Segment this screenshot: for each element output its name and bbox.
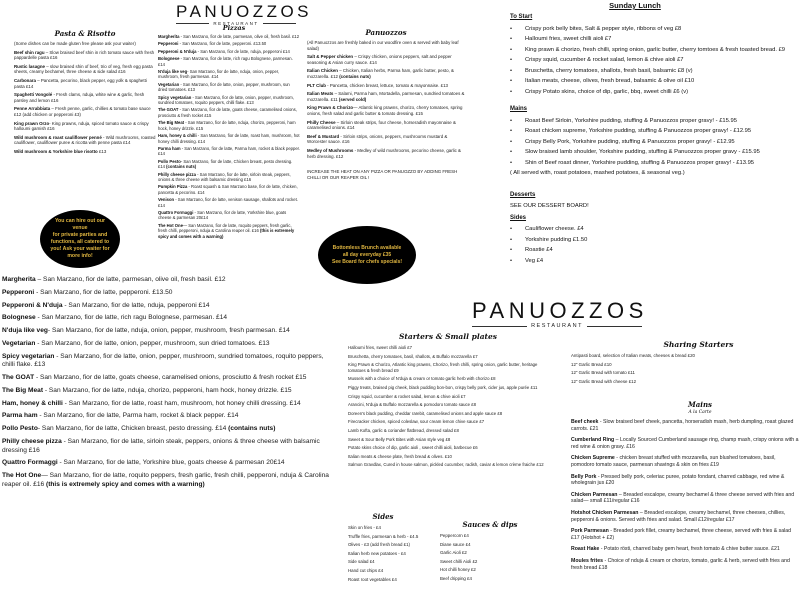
list-item: • Roast Beef Sirloin, Yorkshire pudding, stuffing & Panuozzos proper gravy! - £15.95: [510, 118, 800, 126]
item-name: The Hot One: [2, 472, 42, 480]
item-note: (this is extremely spicy and comes with a warning): [158, 228, 295, 239]
item-description: - Potato rösti, charred baby gem heart, fresh tomato & chive butter sauce. £21: [599, 546, 780, 553]
item-description: — San Marzano, fior de latte, roquito peppers, fresh garlic, fresh chilli, pepperoni, nduja & Carolina reaper oil. £16: [2, 472, 329, 488]
menu-item: Salmon Gravdlax, Cured in house salmon, pickled cucumber, radish, caviar & lemon crème fraiche £12: [348, 462, 544, 468]
pizzas2-list: [2, 276, 332, 489]
pizzas-page-2: [2, 276, 332, 494]
menu-item: [307, 54, 465, 65]
oval-line: Bottomless Brunch available: [332, 244, 402, 251]
item-description: £13: [97, 148, 107, 154]
item-name: Ham, honey & chilli: [158, 133, 197, 139]
pasta-section: [14, 29, 156, 158]
oval-line: See Board for chefs specials!: [331, 258, 403, 265]
menu-item: Beef dripping £4: [440, 575, 472, 581]
item-description: - San Marzano, fior de latte, roast ham, mushroom, hot honey chilli dressing. £14: [62, 399, 301, 407]
item-name: Pepperoni: [158, 41, 179, 47]
pizzas-list: [158, 34, 300, 239]
sunday-sides-list: [510, 226, 800, 265]
item-description: - San Marzano, fior de latte, goats cheese, caramelised onions, prosciutto & fresh rocket £15: [158, 107, 297, 118]
sunday-lunch-section: [510, 1, 800, 268]
to-start-list: [510, 26, 800, 97]
menu-item: [2, 327, 332, 336]
menu-item: [158, 49, 300, 54]
menu-item: [571, 546, 799, 553]
item-name: Margherita: [2, 276, 36, 283]
mains-list: [571, 419, 799, 571]
menu-item: [571, 528, 799, 541]
sharing-list: [571, 353, 796, 384]
item-description: – Breaded escalope, creamy bechamel, three cheeses, chillies, pepperoni & onions. Served with fries and salad. Small £12/regular £17: [571, 509, 786, 523]
sharing-title: Sharing Starters: [663, 340, 734, 349]
logo-name: PANUOZZOS: [472, 298, 648, 323]
menu-item: Sweet & Sour Belly Pork Bites with Asian style veg £8: [348, 436, 451, 442]
menu-item: Doreen's black pudding, cheddar rarebit, caramelised onions and apple sauce £8: [348, 410, 503, 416]
item-name: Wild mushroom & Yorkshire blue risotto: [14, 148, 98, 154]
item-description: - San Marzano, fior de latte, nduja, pepperoni £14: [196, 48, 290, 54]
item-name: Chicken Parmesan: [571, 491, 618, 498]
item-name: Ham, honey & chilli: [2, 399, 63, 407]
list-item: • Veg £4: [510, 258, 800, 266]
item-description: – Crispy chicken, onions peppers, salt and pepper seasoning & Asian curry sauce. £14: [307, 54, 452, 65]
item-name: Pepperoni & N'duja: [2, 301, 63, 309]
mains-title: Mains: [688, 400, 712, 409]
item-description: - San Marzano, fior de latte, onion, pepper, mushroom, sundried tomatoes, roquito peppers, chilli flake. £13: [2, 352, 324, 369]
menu-item: Halloumi fries, sweet chilli aioli £7: [348, 345, 413, 350]
item-description: - King prawns, nduja, spiced tomato sauce & crispy halloumi garnish £16: [14, 120, 149, 132]
item-note: (contains nuts): [228, 425, 276, 433]
item-description: - San Marzano, fior de latte, nduja, chorizo, pepperoni, ham hock, honey drizzle. £15: [43, 386, 292, 394]
mains-subtitle: A la Carte: [688, 410, 712, 415]
item-name: Vegetarian: [2, 339, 36, 347]
menu-item: [2, 412, 332, 421]
mains-section: [571, 400, 799, 576]
item-description: — Atlantic king prawns, chorizo, cherry tomatoes, spring onions, fresh salad and garlic butter & tomato dressing. £15: [307, 105, 463, 116]
list-item: • King prawn & chorizo, fresh chilli, spring onion, garlic butter, cherry tomtoes & fresh toasted bread. £9: [510, 47, 800, 55]
pasta-title: Pasta & Risotto: [54, 29, 116, 38]
menu-item: Skin on fries - £4: [348, 525, 381, 530]
panuozzos-note: (All Panuozzos are freshly baked in our woodfire oven & served with baby leaf salad): [307, 40, 459, 51]
pasta-list: [14, 50, 156, 155]
item-name: Pepperoni & N'duja: [158, 48, 197, 54]
menu-item: [2, 374, 332, 383]
panuozzos-title: Panuozzos: [365, 28, 407, 37]
menu-item: [158, 184, 300, 195]
item-name: The GOAT: [2, 374, 35, 382]
logo-bottom: [472, 298, 648, 329]
item-description: - chicken breast stuffed with mozzarella, sun blushed tomatoes, basil, pomodoro tomato sauce, parmesan shavings & skin on fries £19: [571, 455, 776, 468]
logo-top: [176, 2, 313, 26]
item-description: - San Marzano, fior de latte, pepperoni. £13.50: [178, 41, 267, 47]
menu-item: [2, 472, 332, 489]
item-description: - San Marzano, fior de latte, pepperoni. £13.50: [34, 288, 173, 296]
item-name: Pork Parmesan: [571, 528, 609, 535]
menu-item: [14, 121, 156, 132]
logo-sub: [472, 323, 642, 329]
item-description: - San Marzano, fior de latte, sirloin steak, peppers, onions & three cheese with balsamic dressing £16: [2, 437, 320, 454]
menu-item: Diane sauce £4: [440, 541, 471, 547]
item-name: The GOAT: [158, 107, 179, 113]
sunday-mains-note: ( All served with, roast potatoes, mashed potatoes, & seasonal veg.): [510, 170, 685, 176]
item-description: - San Marzano, fior de latte, sirloin steak, peppers, onions & three cheese with balsamic dressing £16: [158, 171, 291, 182]
sauces-section: [440, 520, 540, 585]
item-name: Hotshot Chicken Parmesan: [571, 509, 639, 516]
oval-line: functions, all catered to: [50, 239, 110, 245]
item-description: - San Marzano, fior de latte, nduja, onion, pepper, mushroom, fresh parmesan. £14: [158, 69, 280, 80]
list-item: • Slow braised lamb shoulder, Yorkshire pudding, stuffing & Panuozzos proper gravy - £15.95: [510, 149, 800, 157]
item-description: – Fresh penne, garlic, chillies & tomato base sauce £12 (add chicken or pepperoni £3): [14, 106, 151, 117]
starters-title: Starters & Small plates: [398, 332, 498, 341]
menu-item: [307, 91, 465, 102]
item-note: (served cold): [338, 96, 367, 102]
item-description: - San Marzano, fior de latte, onion, pepper, mushroom, sun dried tomatoes. £13: [35, 339, 270, 347]
item-description: - Choice of nduja & cream or chorizo, tomato, garlic & herb, served with fries and fresh bread £18: [571, 557, 790, 571]
item-name: N'duja like veg: [158, 69, 188, 75]
menu-item: [2, 340, 332, 349]
item-name: Italian Chicken: [307, 68, 338, 74]
item-name: Pumpkin Pizza: [158, 184, 188, 190]
item-name: Moules frites: [571, 557, 603, 564]
item-name: Pollo Pesto: [2, 425, 38, 433]
oval-line: more info!: [67, 253, 93, 259]
menu-item: [2, 400, 332, 409]
item-description: - San Marzano, fior de latte, Yorkshire blue, goats cheese & parmesan 20£14: [158, 209, 287, 221]
item-description: - San Marzano, fior de latte, onion, pepper, mushroom, sun dried tomatoes. £13: [158, 81, 290, 93]
menu-item: [571, 492, 799, 505]
sunday-mains-list: [510, 118, 800, 168]
item-name: Medley of Mushrooms: [307, 147, 354, 153]
list-item: • Cauliflower cheese. £4: [510, 226, 800, 234]
item-description: - San Marzano, fior de latte, Parma ham, rocket & black pepper. £14: [37, 412, 239, 420]
pizzas-title: Pizzas: [222, 24, 246, 32]
menu-item: Hand cut chips £4: [348, 567, 384, 573]
item-description: – Pancetta, pecorino, black pepper, egg yolk & spaghetti pasta £14: [14, 77, 147, 89]
menu-item: [571, 474, 799, 487]
item-description: - San Marzano, fior de latte, Parma ham, rocket & black pepper. £14: [158, 145, 300, 157]
menu-item: Italian meats & cheese plate, fresh bread & olives. £10: [348, 453, 452, 459]
oval-line: You can hire out our venue: [54, 218, 106, 231]
menu-item: Sweet chilli Aioli £2: [440, 558, 478, 564]
item-name: The Hot One: [158, 222, 183, 228]
item-description: - San Marzano, fior de latte, venison sausage, shallots and rocket. £14: [158, 197, 298, 208]
item-name: Bolognese: [2, 314, 36, 322]
menu-item: [158, 69, 300, 80]
menu-item: Bruschetta, cherry tomatoes, basil, shallots, & Buffalo mozzarella £7: [348, 353, 478, 359]
item-name: Belly Pork: [571, 473, 597, 480]
item-name: N'duja like veg: [2, 327, 48, 335]
menu-item: [307, 68, 465, 79]
menu-item: 12" Garlic Bread with tomato £11: [571, 370, 635, 376]
item-name: Beef shin ragu: [14, 49, 45, 55]
item-description: - Fresh clams, nduja, white wine & garlic, fresh parsley and lemon £16: [14, 92, 145, 103]
item-name: The Big Meat: [158, 120, 185, 126]
menu-item: Piggy treats, braised pig cheek, black pudding bon-bon, crispy belly pork, cider jus, apple purée £11: [348, 384, 538, 390]
sharing-section: [571, 340, 796, 387]
item-description: – Locally Sourced Cumberland sausage ring, champ mash, crispy onions with a red wine & onion gravy. £16: [571, 437, 799, 450]
menu-item: Potato skins choice of dip, garlic aioli , sweet chilli aioli, barbecue £6: [348, 445, 478, 451]
item-description: - San Marzano, fior de latte, rich ragu Bolognese, parmesan. £14: [158, 56, 293, 67]
logo-name: PANUOZZOS: [176, 2, 313, 21]
item-name: Pepperoni: [2, 288, 35, 296]
hire-venue-oval: [40, 210, 120, 268]
sides-section: [348, 512, 438, 585]
item-description: – Salami, Parma ham, Mortadella, parmesan, sundried tomatoes & mozzarella. £11: [307, 91, 465, 102]
menu-item: [14, 135, 156, 146]
list-item: • Shin of Beef roast dinner, Yorkshire pudding, stuffing & Panuozzos proper gravy! - £13.95: [510, 160, 800, 168]
menu-item: Truffle fries, parmesan & herb - £4.5: [348, 533, 419, 539]
item-note: (contains nuts): [166, 164, 197, 170]
menu-item: [571, 455, 799, 468]
item-description: - Sirloin strips, onions, peppers, mushrooms mustard & Worcester sauce. £16: [307, 133, 448, 145]
item-name: Philly cheese pizza: [158, 171, 196, 177]
list-item: • Yorkshire pudding £1.50: [510, 237, 800, 245]
to-start-heading: To Start: [510, 14, 533, 20]
list-item: • Halloumi fries, sweet chilli aioli £7: [510, 36, 800, 44]
item-description: - San Marzano, fior de latte, Chicken breast, pesto dressing. £14: [158, 158, 293, 170]
menu-item: [158, 159, 300, 170]
desserts-text: SEE OUR DESSERT BOARD!: [510, 203, 589, 209]
logo-sub-text: RESTAURANT: [531, 323, 583, 329]
sides-list: [348, 525, 438, 582]
item-description: – Slow braised beef shin in rich tomato sauce with fresh pappardelle pasta £16: [14, 49, 155, 61]
item-description: - Medley of wild mushrooms, pecorino cheese, garlic & herb dressing. £12: [307, 147, 461, 159]
item-description: – slow braised shin of beef, trio of veg, fresh egg pasta sheets, creamy bechamel, three cheese & side salad £16: [14, 63, 153, 75]
menu-item: Garlic Aioli £2: [440, 550, 467, 556]
menu-item: [571, 510, 799, 523]
item-name: King prawn Orzo: [14, 120, 50, 126]
menu-item: [2, 438, 332, 455]
menu-item: [158, 82, 300, 93]
item-name: Rustic lasagne: [14, 63, 45, 69]
item-description: - San Marzano, fior de latte, goats cheese, caramelised onions, prosciutto & fresh rocket £15: [34, 374, 307, 382]
sunday-sides-heading: Sides: [510, 214, 527, 221]
menu-item: Lamb Kofta, garlic & coriander flatbread, dressed salad £8: [348, 427, 459, 433]
oval-line: you! Ask your waiter for: [50, 246, 110, 252]
menu-item: [2, 387, 332, 396]
menu-item: [158, 56, 300, 67]
item-name: Spicy vegetarian: [158, 94, 192, 100]
menu-item: [158, 210, 300, 221]
item-description: - Breaded pork fillet, creamy bechamel, three cheese, served with fries & salad £17 (Hotshot + £2): [571, 528, 792, 541]
menu-item: [307, 105, 465, 116]
sunday-title: Sunday Lunch: [609, 1, 661, 10]
item-name: Bolognese: [158, 56, 180, 62]
item-name: Spaghetti Vongolé: [14, 92, 53, 98]
menu-item: [14, 78, 156, 89]
item-name: The Big Meat: [2, 386, 44, 394]
pizzas-section: [158, 24, 300, 241]
item-name: Cumberland Ring: [571, 437, 615, 444]
item-name: Salt & Pepper chicken: [307, 54, 354, 60]
sunday-mains-heading: Mains: [510, 106, 528, 112]
list-item: • Crispy squid, cucumber & rocket salad, lemon & chive aioli £7: [510, 57, 800, 65]
item-description: - San Marzano, fior de latte, Yorkshire blue, goats cheese & parmesan 20£14: [57, 459, 285, 467]
menu-item: King Prawn & Chorizo, Atlantic king prawns, Chorizo, fresh chilli, spring onion, garlic butter, heritage tomatoes & fresh bread £9: [348, 362, 538, 373]
starters-list: [348, 345, 548, 468]
item-description: - San Marzano, fior de latte, Chicken breast, pesto dressing. £14: [37, 425, 229, 433]
item-description: - San Marzano, fior de latte, rich ragu Bolognese, parmesan. £14: [35, 314, 228, 322]
pasta-note: (Some dishes can be made gluten free please ask your waiter): [14, 41, 136, 46]
item-name: Quattro Formaggi: [158, 209, 194, 215]
desserts-heading: Desserts: [510, 191, 536, 198]
sides-title: Sides: [372, 512, 394, 521]
item-description: - San Marzano, fior de latte, nduja, chorizo, pepperoni, ham hock, honey drizzle. £15: [158, 120, 296, 131]
menu-item: [571, 558, 799, 571]
item-description: – Breaded escalope, creamy bechamel & three cheese served with fries and salad— small £11/regular £16: [571, 491, 795, 505]
menu-item: [2, 276, 332, 285]
item-description: - San Marzano, fior de latte, onion, pepper, mushroom, sundried tomatoes, roquito peppers, chilli flake. £13: [158, 94, 294, 106]
menu-item: [307, 134, 465, 145]
item-name: Parma ham: [158, 145, 181, 151]
menu-item: Antipasti board, selection of Italian meats, cheeses & bread £20: [571, 353, 695, 358]
menu-item: [158, 95, 300, 106]
item-name: Vegetarian: [158, 81, 180, 87]
item-name: Spicy vegetarian: [2, 352, 55, 360]
menu-item: [158, 34, 300, 39]
brunch-oval: [318, 226, 416, 284]
list-item: • Roast chicken supreme, Yorkshire pudding, stuffing & Panuozzos proper gravy! - £12.95: [510, 128, 800, 136]
item-description: — San Marzano, fior de latte, roquito peppers, fresh garlic, fresh chilli, pepperoni, nduja & Carolina reaper oil. £16: [158, 222, 292, 234]
menu-item: Italian herb new potatoes - £4: [348, 550, 406, 556]
item-name: Penne Arrabbiata: [14, 106, 51, 112]
item-description: - Wild mushrooms, roasted cauliflower, cauliflower puree & ricotta with penne pasta £14: [14, 134, 156, 146]
item-name: Carbonara: [14, 77, 36, 83]
menu-item: [158, 223, 300, 239]
item-name: Italian Meats: [307, 91, 334, 97]
menu-item: [14, 149, 156, 155]
menu-item: Mussels with a choice of N'duja & cream or tomato garlic herb with chorizo £8: [348, 376, 496, 382]
menu-item: Roast root vegetables £4: [348, 576, 397, 582]
menu-item: Arancini, N'duja & Buffalo mozzarella & pomodoro tomato sauce £8: [348, 402, 477, 408]
menu-item: 12" Garlic Bread £10: [571, 361, 612, 367]
panuozzos-footer: INCREASE THE HEAT ON ANY PIZZA OR PANUOZZO BY ADDING FRESH CHILLI OR OUR REAPER OIL !: [307, 169, 458, 180]
menu-item: [158, 107, 300, 118]
menu-item: [158, 133, 300, 144]
menu-item: [14, 106, 156, 117]
oval-line: for private parties and: [52, 232, 108, 238]
item-description: - San Marzano, fior de latte, parmesan, olive oil, fresh basil. £12: [179, 34, 300, 39]
item-description: - Pancetta, chicken breast, lettuce, tomato & mayonnaise. £13: [325, 82, 448, 88]
menu-item: Side salad £4: [348, 559, 375, 565]
menu-item: Peppercorn £4: [440, 533, 469, 538]
menu-item: Crispy squid, cucumber & rocket salad, lemon & chive aioli £7: [348, 393, 466, 399]
item-description: - San Marzano, fior de latte, nduja, onion, pepper, mushroom, fresh parmesan. £14: [47, 327, 290, 335]
menu-item: Hot chilli honey £2: [440, 567, 476, 573]
item-name: Roast Hake: [571, 546, 600, 553]
item-name: King Prawn & Chorizo: [307, 105, 354, 111]
sauces-title: Sauces & dips: [462, 520, 518, 529]
list-item: • Crispy Belly Pork, Yorkshire pudding, stuffing & Panuozzos proper gravy! - £12.95: [510, 139, 800, 147]
item-description: – Chicken, Italian herbs, Parma ham, garlic butter, pesto, & mozzarella. £12: [307, 68, 454, 79]
list-item: • Roastie £4: [510, 247, 800, 255]
item-name: Philly Cheese: [307, 119, 336, 125]
item-description: - Slow braised beef cheek, pancetta, horseradish mash, herb dumpling, roast glazed carrots. £21: [571, 419, 794, 432]
menu-item: [14, 92, 156, 103]
panuozzos-list: [307, 54, 465, 159]
panuozzos-section: [307, 28, 465, 180]
menu-item: [158, 120, 300, 131]
item-description: - San Marzano, fior de latte, roast ham, mushroom, hot honey chilli dressing. £14: [158, 133, 300, 144]
item-note: (this is extremely spicy and comes with a warning): [46, 480, 205, 488]
item-description: – Sirloin steak strips, four cheese, horseradish mayonnaise & caramelised onions. £14: [307, 119, 456, 131]
menu-item: [158, 172, 300, 183]
menu-item: Firecracker chicken, spiced coleslaw, sour cream lemon chive sauce £7: [348, 419, 485, 425]
item-name: Pollo Pesto: [158, 158, 181, 164]
menu-item: [2, 353, 332, 370]
item-description: - San Marzano, fior de latte, nduja, pepperoni £14: [62, 301, 210, 309]
list-item: • Italian meats, cheese, olives, fresh bread, balsamic & olive oil £10: [510, 78, 800, 86]
item-description: - Roast squash & San Marzano base, fior de latte, chicken, pancetta & pecorino. £14: [158, 184, 298, 195]
menu-item: Olives - £3 (add fresh bread £1): [348, 542, 410, 548]
menu-item: [571, 437, 799, 450]
menu-item: [307, 120, 465, 131]
oval-line: all day everyday £35: [342, 251, 392, 258]
item-name: PLT Club: [307, 82, 326, 88]
item-name: Beef & Mustard: [307, 133, 340, 139]
item-description: – San Marzano, fior de latte, parmesan, olive oil, fresh basil. £12: [35, 276, 226, 283]
logo-sub-text: RESTAURANT: [213, 21, 259, 26]
sauces-list: [440, 533, 540, 582]
item-description: - Pressed belly pork, celeriac puree, potato fondant, charred cabbage, red wine & wholegrain jus £20: [571, 473, 785, 487]
list-item: • Bruschetta, cherry tomatoes, shallots, fresh basil, balsamic £8 (v): [510, 68, 800, 76]
menu-item: [2, 289, 332, 298]
menu-item: [2, 314, 332, 323]
item-name: Margherita: [158, 34, 180, 39]
menu-item: [307, 148, 465, 159]
menu-item: [2, 302, 332, 311]
menu-item: [158, 197, 300, 208]
menu-item: 12" Garlic Bread with cheese £12: [571, 378, 637, 384]
list-item: • Crispy pork belly bites, Salt & pepper style, ribbons of veg £8: [510, 26, 800, 34]
item-name: Chicken Supreme: [571, 455, 615, 462]
menu-item: [571, 419, 799, 432]
menu-item: [2, 459, 332, 468]
menu-item: [14, 64, 156, 75]
item-name: Beef cheek: [571, 419, 599, 425]
item-note: (contains nuts): [339, 73, 371, 79]
starters-section: [348, 331, 548, 471]
item-name: Parma ham: [2, 412, 38, 420]
item-name: Wild mushroom & roast cauliflower penné: [14, 134, 102, 140]
item-name: Venison: [158, 197, 175, 203]
menu-item: [158, 146, 300, 157]
menu-item: [2, 425, 332, 434]
list-item: • Crispy Potato skins, choice of dip, garlic, bbq, sweet chilli £6 (v): [510, 89, 800, 97]
menu-item: [307, 83, 465, 89]
menu-item: [158, 41, 300, 46]
item-name: Philly cheese pizza: [2, 437, 62, 445]
item-name: Quattro Formaggi: [2, 459, 58, 467]
menu-item: [14, 50, 156, 61]
